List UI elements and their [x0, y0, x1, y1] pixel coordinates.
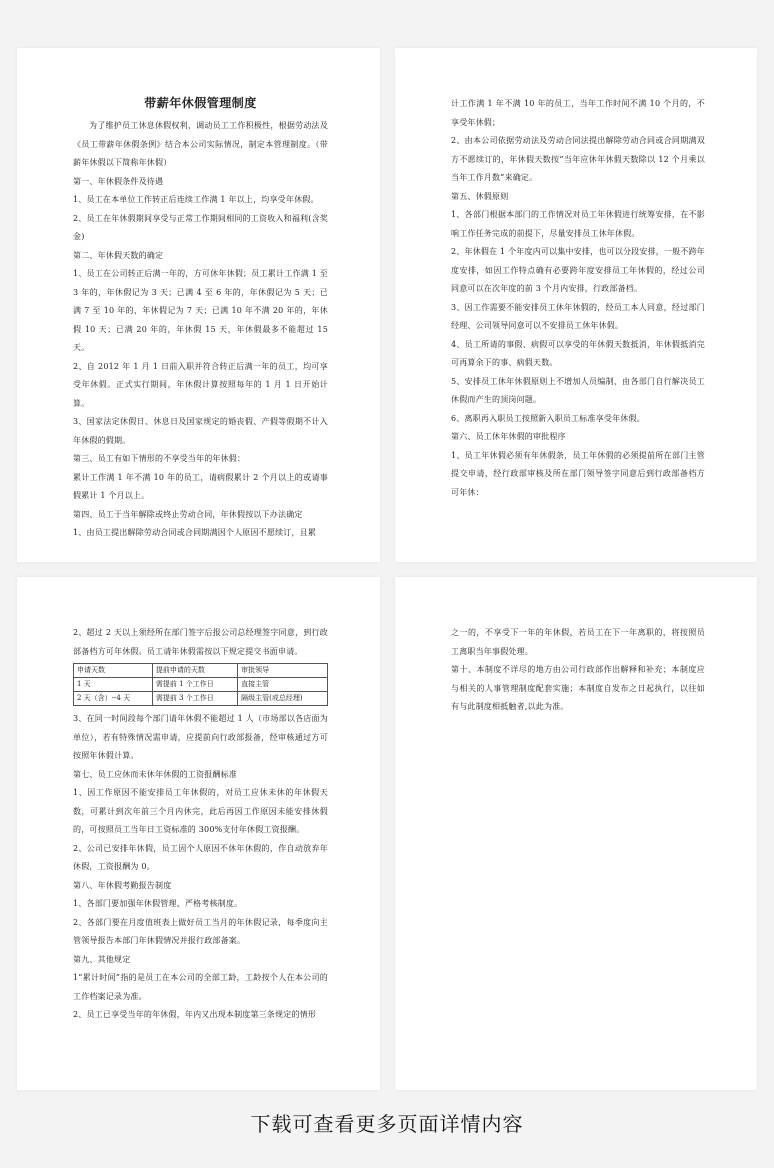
section-heading: 第二、年休假天数的确定: [73, 250, 164, 260]
table-row: [74, 692, 328, 706]
page-2-content: [451, 95, 705, 502]
table-cell: 2 天（含）--4 天: [74, 692, 153, 706]
paragraph: 2、由本公司依据劳动法及劳动合同法提出解除劳动合同或合同期满双方不愿续订的，年休假天数按“当年应休年休假天数除以 12 个月乘以当年工作月数”来确定。: [451, 136, 705, 182]
table-cell: 直接主管: [238, 678, 328, 692]
table-row: [74, 678, 328, 692]
paragraph: 1、因工作原因不能安排员工年休假的，对员工应休未休的年休假天数，可累计到次年前三个月内休完，此后再因工作原因未能安排休假的，可按照员工当年日工资标准的 300%支付年休假工资报酬。: [73, 788, 328, 834]
section-heading: 第五、休假原则: [451, 191, 509, 201]
paragraph: 第十、本制度不详尽的地方由公司行政部作出解释和补充；本制度应与相关的人事管理制度配套实施；本制度自发布之日起执行，以往如有与此制度相抵触者,以此为准。: [451, 665, 705, 711]
paragraph: 3、因工作需要不能安排员工休年休假的，经员工本人同意，经过部门经理、公司领导同意可以不安排员工休年休假。: [451, 302, 705, 330]
section-heading: 第八、年休假考勤报告制度: [73, 880, 172, 890]
paragraph: 1“累计时间”指的是员工在本公司的全部工龄，工龄按个人在本公司的工作档案记录为准。: [73, 973, 328, 1001]
table-header-cell: 提前申请的天数: [152, 664, 237, 678]
paragraph: 累计工作满 1 年不满 10 年的员工，请病假累计 2 个月以上的或请事假累计 1 个月以上。: [73, 472, 328, 500]
paragraph: 2、自 2012 年 1 月 1 日前入职并符合转正后满一年的员工，均可享受年休假。正式实行期间，年休假计算按照每年的 1 月 1 日开始计算。: [73, 361, 328, 408]
section-heading: 第七、员工应休而未休年休假的工资报酬标准: [73, 769, 237, 779]
section-heading: 第九、其他规定: [73, 954, 131, 964]
paragraph: 6、离职再入职员工按照新入职员工标准享受年休假。: [451, 413, 645, 423]
paragraph: 2、员工在年休假期间享受与正常工作期间相同的工资收入和福利(含奖金): [73, 213, 328, 241]
table-cell: 隔级主管(或总经理): [238, 692, 328, 706]
paragraph: 2、年休假在 1 个年度内可以集中安排，也可以分段安排，一般不跨年度安排，如因工作特点确有必要跨年度安排员工年休假的，经过公司同意可以在次年度的前 3 个月内安排，行政部备档。: [451, 247, 705, 293]
section-heading: 第一、年休假条件及待遇: [73, 176, 164, 186]
section-heading: 第六、员工休年休假的审批程序: [451, 432, 566, 441]
page-3-content: [73, 624, 328, 1025]
table-cell: 需提前 3 个工作日: [152, 692, 237, 706]
document-title: 带薪年休假管理制度: [144, 96, 257, 110]
paragraph: 2、员工已享受当年的年休假，年内又出现本制度第三条规定的情形: [73, 1010, 317, 1019]
paragraph: 2、公司已安排年休假，员工因个人原因不休年休假的，作自动放弃年休假，工资报酬为 0。: [73, 843, 328, 871]
paragraph: 2、各部门要在月度值班表上做好员工当月的年休假记录，每季度向主管领导报告本部门年休假情况并报行政部备案。: [73, 917, 328, 945]
paragraph: 之一的，不享受下一年的年休假，若员工在下一年离职的，将按照员工离职当年事假处理。: [451, 628, 705, 656]
paragraph: 计工作满 1 年不满 10 年的员工，当年工作时间不满 10 个月的，不享受年休假；: [451, 99, 705, 127]
section-heading: 第三、员工有如下情形的不享受当年的年休假：: [73, 454, 246, 463]
section-heading: 第四、员工于当年解除或终止劳动合同，年休假按以下办法确定: [73, 509, 303, 519]
leave-approval-table: [73, 663, 328, 706]
paragraph: 3、在同一时间段每个部门请年休假不能超过 1 人（市场部以各店面为单位），若有特殊情况需申请，应提前向行政部报备，经审核通过方可按照年休假计算。: [73, 714, 328, 760]
paragraph: 3、国家法定休假日、休息日及国家规定的婚丧假、产假等假期不计入年休假的假期。: [73, 417, 328, 445]
table-header-cell: 审批领导: [238, 664, 328, 678]
paragraph: 1、员工年休假必须有年休假条，员工年休假的必须提前所在部门主管提交申请，经行政部审核及所在部门领导签字同意后到行政部备档方可年休：: [451, 450, 705, 497]
table-cell: 1 天: [74, 678, 153, 692]
paragraph: 1、员工在公司转正后满一年的，方可休年休假；员工累计工作满 1 至 3 年的，年休假记为 3 天；已满 4 至 6 年的，年休假记为 5 天；已满 7 至 10 年的，年休假记为 7 天；已满 10 年不满 20 年的，年休假 10 天；已满 20 年的，年休假 15 天，年休假最多不能超过 15 天。: [73, 269, 328, 352]
document-page-4: [395, 577, 757, 1090]
paragraph: 1、员工在本单位工作转正后连续工作满 1 年以上，均享受年休假。: [73, 195, 319, 204]
document-page-3: [17, 577, 380, 1090]
document-page-1: [17, 48, 380, 562]
table-header-cell: 申请天数: [74, 664, 153, 678]
paragraph: 2、超过 2 天以上须经所在部门签字后报公司总经理签字同意，到行政部备档方可年休假。员工请年休假需按以下规定提交书面申请。: [73, 628, 328, 656]
intro-paragraph: 为了维护员工休息休假权利，调动员工工作积极性，根据劳动法及《员工带薪年休假条例》结合本公司实际情况，制定本管理制度。（带薪年休假以下简称年休假）: [73, 121, 328, 167]
paragraph: 5、安排员工休年休假原则上不增加人员编制，由各部门自行解决员工休假而产生的顶岗问题。: [451, 376, 705, 404]
table-cell: 需提前 1 个工作日: [152, 678, 237, 692]
paragraph: 4、员工所请的事假、病假可以享受的年休假天数抵消，年休假抵消完可再算余下的事、病假天数。: [451, 339, 705, 367]
table-header-row: [74, 664, 328, 678]
paragraph: 1、由员工提出解除劳动合同或合同期满因个人原因不愿续订，且累: [73, 528, 317, 537]
paragraph: 1、各部门要加强年休假管理，严格考核制度。: [73, 899, 243, 908]
download-more-link[interactable]: 下载可查看更多页面详情内容: [250, 1112, 524, 1136]
paragraph: 1、各部门根据本部门的工作情况对员工年休假进行统筹安排，在不影响工作任务完成的前提下，尽量安排员工休年休假。: [451, 210, 705, 238]
document-page-2: [395, 48, 757, 562]
page-1-content: [73, 94, 328, 543]
page-4-content: [451, 624, 705, 717]
